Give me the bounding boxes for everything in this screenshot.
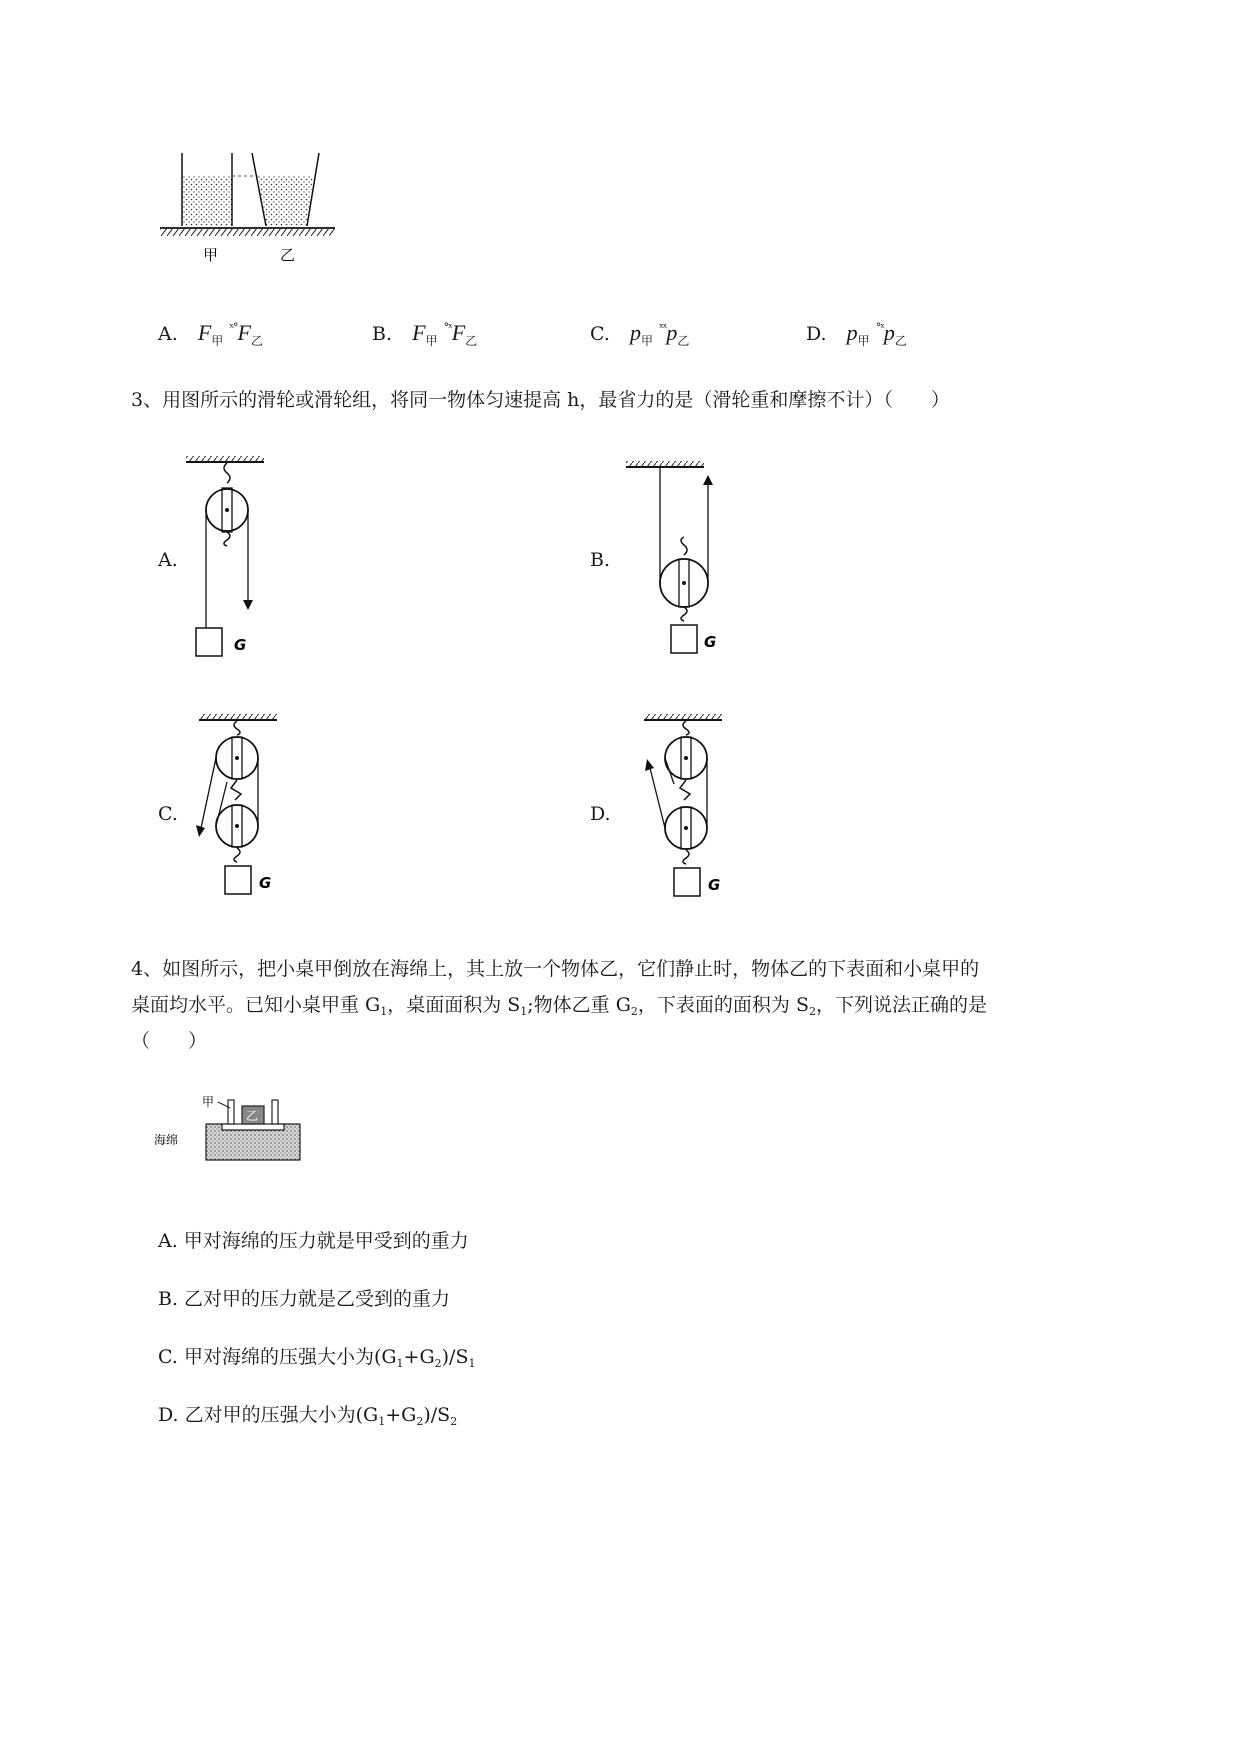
pulley-figure-d	[630, 708, 740, 918]
weight-label-g: G	[704, 633, 717, 651]
pulley-figure-c	[185, 708, 295, 918]
relation-symbol: ˣ°	[229, 321, 238, 334]
q4-stem-line3: （ ）	[131, 1030, 208, 1052]
label-sponge: 海绵	[154, 1133, 179, 1147]
q3-option-b-label[interactable]: B.	[590, 549, 611, 571]
weight-label-g: G	[259, 874, 272, 892]
container-jia	[182, 153, 232, 226]
q2-figure	[155, 148, 345, 273]
label-jia: 甲	[202, 1095, 215, 1109]
q4-stem-line1: 4、如图所示，把小桌甲倒放在海绵上，其上放一个物体乙，它们静止时，物体乙的下表面和小桌甲的	[131, 958, 980, 980]
pulley-figure-b	[620, 455, 730, 665]
q4-figure	[150, 1090, 310, 1165]
q4-option-c[interactable]: C. 甲对海绵的压强大小为$(G_1+G_2)/S_1$	[158, 1346, 476, 1370]
q4-option-a[interactable]: A. 甲对海绵的压力就是甲受到的重力	[158, 1230, 469, 1252]
q4-stem-line2: 桌面均水平。已知小桌甲重 $G_1$，桌面面积为 $S_1$;物体乙重 $G_2$，下表面的面积为 $S_2$，下列说法正确的是	[131, 994, 987, 1018]
pulley-figure-a	[180, 450, 290, 665]
relation-symbol: °ˣ	[875, 321, 884, 334]
q4-option-d[interactable]: D. 乙对甲的压强大小为$(G_1+G_2)/S_2$	[158, 1404, 458, 1428]
relation-symbol: ˣˣ	[659, 321, 667, 334]
weight-label-g: G	[234, 636, 247, 654]
weight-label-g: G	[708, 876, 721, 894]
q3-option-d-label[interactable]: D.	[590, 803, 611, 825]
q2-option-d[interactable]: D. $p_甲$ $^{^\circ ˣ}p_乙$	[806, 320, 907, 348]
label-jia: 甲	[203, 246, 219, 264]
relation-symbol: °ˣ	[443, 321, 452, 334]
q2-option-c[interactable]: C. $p_甲$ $^{ˣˣ}p_乙$	[590, 320, 690, 348]
label-yi: 乙	[246, 1109, 259, 1123]
q4-option-b[interactable]: B. 乙对甲的压力就是乙受到的重力	[158, 1288, 451, 1310]
q3-stem: 3、用图所示的滑轮或滑轮组，将同一物体匀速提高 h，最省力的是（滑轮重和摩擦不计）（ ）	[131, 389, 950, 411]
q2-option-a[interactable]: A. $F_甲$ $^{ˣ^\circ}F_乙$	[158, 320, 263, 348]
q2-option-b[interactable]: B. $F_甲$ $^{^\circ ˣ}F_乙$	[372, 320, 478, 348]
container-yi	[252, 153, 319, 226]
q3-option-a-label[interactable]: A.	[158, 549, 178, 571]
label-yi: 乙	[280, 246, 296, 264]
q3-option-c-label[interactable]: C.	[158, 803, 178, 825]
